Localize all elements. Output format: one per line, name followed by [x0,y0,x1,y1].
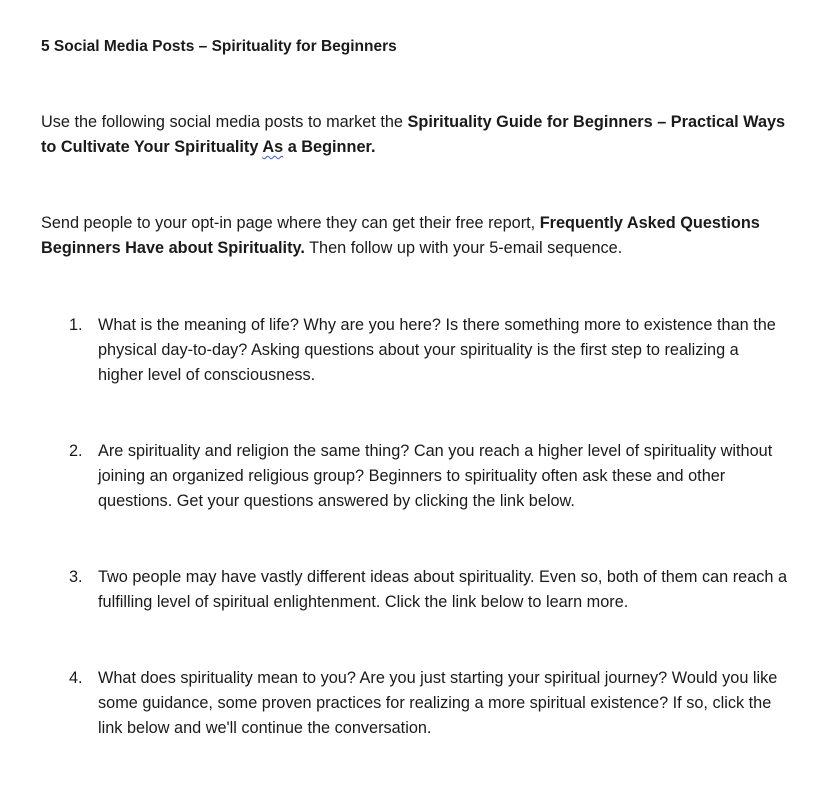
post-text: What is the meaning of life? Why are you here? Is there something more to existence than the physical day-to-day? Asking questions about your spirituality is the first step to realizing a higher level of consciousness. [98,316,776,384]
document-page [41,34,801,792]
list-item [41,565,801,615]
intro-prefix: Use the following social media posts to market the [41,113,408,131]
document-title: 5 Social Media Posts – Spirituality for Beginners [41,38,397,55]
post-text: What does spirituality mean to you? Are you just starting your spiritual journey? Would you like some guidance, some proven practices for realizing a more spiritual existence? If so, click the link below and we'll continue the conversation. [98,669,778,737]
optin-paragraph [41,211,801,261]
spellcheck-flagged-word[interactable]: As [262,138,284,156]
post-text: Are spirituality and religion the same thing? Can you reach a higher level of spirituality without joining an organized religious group? Beginners to spirituality often ask these and other questions. Get your questions answered by clicking the link below. [98,442,773,510]
social-posts-list [41,313,801,741]
optin-suffix: Then follow up with your 5-email sequence. [304,239,623,257]
post-number: 4. [69,669,83,687]
product-name-part-1: Spirituality Guide for Beginners – Practical Ways to Cultivate Your Spirituality [41,113,786,156]
list-item [41,439,801,514]
list-item [41,666,801,741]
post-number: 3. [69,568,83,586]
list-item [41,313,801,388]
product-name-part-2: a Beginner. [283,138,376,156]
intro-paragraph [41,110,801,160]
optin-prefix: Send people to your opt-in page where they can get their free report, [41,214,540,232]
post-text: Two people may have vastly different ideas about spirituality. Even so, both of them can reach a fulfilling level of spiritual enlightenment. Click the link below to learn more. [98,568,788,611]
report-title: Frequently Asked Questions Beginners Have about Spirituality. [41,214,760,257]
post-number: 2. [69,442,83,460]
post-number: 1. [69,316,83,334]
